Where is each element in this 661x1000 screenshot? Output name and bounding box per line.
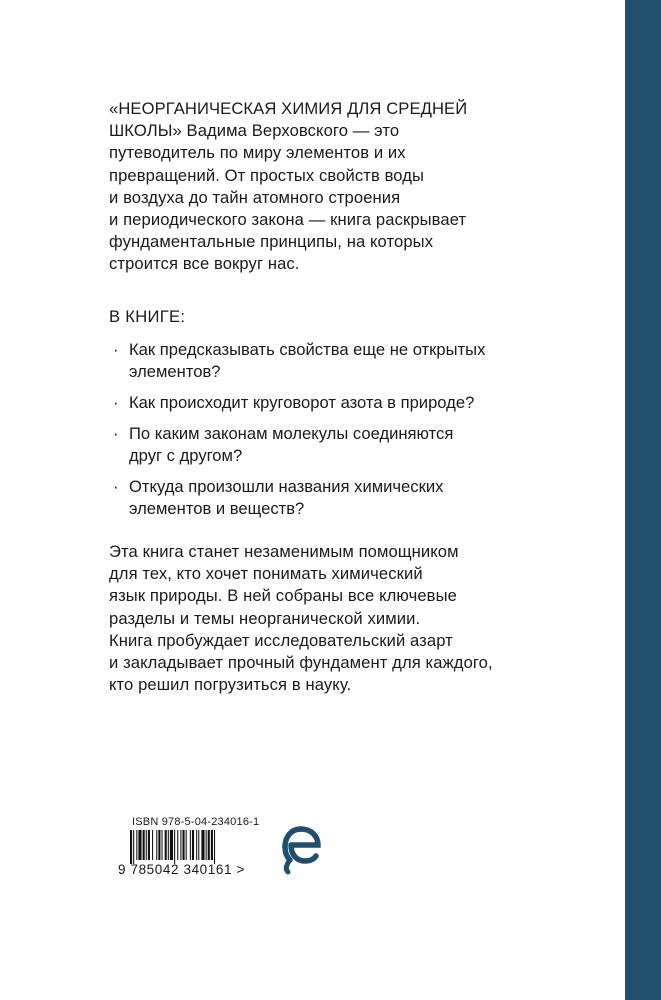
intro-line: превращений. От простых свойств воды xyxy=(109,165,425,185)
barcode-bar xyxy=(138,830,141,860)
barcode-bar xyxy=(196,830,197,860)
barcode-bar xyxy=(158,830,160,860)
barcode-bar xyxy=(190,830,191,860)
barcode-bar xyxy=(168,830,169,860)
barcode-bar xyxy=(186,830,187,860)
intro-line: и периодического закона — книга раскрывает xyxy=(109,210,467,230)
bullet-item xyxy=(109,339,529,383)
barcode-bar xyxy=(183,830,185,860)
barcode-bar xyxy=(165,830,167,860)
barcode-bar xyxy=(136,830,137,860)
barcode-bar xyxy=(143,830,145,860)
outro-line: язык природы. В ней собраны все ключевые xyxy=(109,586,457,606)
eksmo-e-logo-icon xyxy=(279,825,323,875)
bullet-marker: · xyxy=(113,340,119,359)
barcode-bar xyxy=(192,830,194,860)
bullet-list xyxy=(109,339,529,528)
bullet-item xyxy=(109,476,529,520)
intro-line: «НЕОРГАНИЧЕСКАЯ ХИМИЯ ДЛЯ СРЕДНЕЙ xyxy=(109,99,468,118)
spine-strip xyxy=(625,0,661,1000)
outro-line: Книга пробуждает исследовательский азарт xyxy=(109,630,453,650)
intro-line: путеводитель по миру элементов и их xyxy=(109,143,406,163)
barcode-bar xyxy=(174,830,175,864)
barcode-bar xyxy=(211,830,213,860)
bullet-line: друг с другом? xyxy=(129,445,243,465)
bullet-marker: · xyxy=(113,423,119,443)
bullet-line: Как предсказывать свойства еще не открытых xyxy=(129,340,486,359)
barcode-bar xyxy=(208,830,210,860)
bullet-line: По каким законам молекулы соединяются xyxy=(129,423,454,443)
barcode-bar xyxy=(177,830,178,860)
barcode-bar xyxy=(162,830,163,860)
intro-line: фундаментальные принципы, на которых xyxy=(109,232,434,252)
bullet-marker: · xyxy=(113,392,119,412)
outro-line: Эта книга станет незаменимым помощником xyxy=(109,542,459,561)
barcode-bar xyxy=(214,830,215,864)
barcode-bar xyxy=(133,830,134,864)
barcode-bar xyxy=(156,830,157,860)
barcode-bar xyxy=(130,830,132,864)
barcode-bar xyxy=(152,830,153,860)
bullet-line: Откуда произошли названия химических xyxy=(129,476,444,496)
bullet-marker: · xyxy=(113,476,119,496)
outro-line: разделы и темы неорганической химии. xyxy=(109,608,421,628)
bullet-line: Как происходит круговорот азота в природе? xyxy=(129,392,475,412)
section-heading: В КНИГЕ: xyxy=(109,307,186,326)
outro-line: кто решил погрузиться в науку. xyxy=(109,675,352,695)
bullet-line: элементов? xyxy=(129,362,221,382)
barcode-bar xyxy=(146,830,147,860)
intro-line: и воздуха до тайн атомного строения xyxy=(109,187,401,207)
bullet-item xyxy=(109,423,529,467)
barcode-digits: 9 785042 340161 > xyxy=(118,862,245,877)
isbn-label: ISBN 978-5-04-234016-1 xyxy=(132,816,260,828)
barcode-bar xyxy=(170,830,173,860)
barcode xyxy=(130,830,255,864)
barcode-bar xyxy=(201,830,204,860)
outro-line: для тех, кто хочет понимать химический xyxy=(109,564,423,584)
intro-paragraph xyxy=(109,98,529,276)
barcode-bar xyxy=(148,830,150,860)
bullet-item xyxy=(109,392,529,414)
intro-line: строится все вокруг нас. xyxy=(109,254,300,274)
outro-line: и закладывает прочный фундамент для каждого, xyxy=(109,653,493,673)
outro-paragraph xyxy=(109,541,529,696)
intro-line: ШКОЛЫ» Вадима Верховского — это xyxy=(109,121,400,141)
barcode-bar xyxy=(198,830,199,860)
barcode-bar xyxy=(206,830,207,860)
barcode-bar xyxy=(180,830,181,860)
bullet-line: элементов и веществ? xyxy=(129,498,305,518)
